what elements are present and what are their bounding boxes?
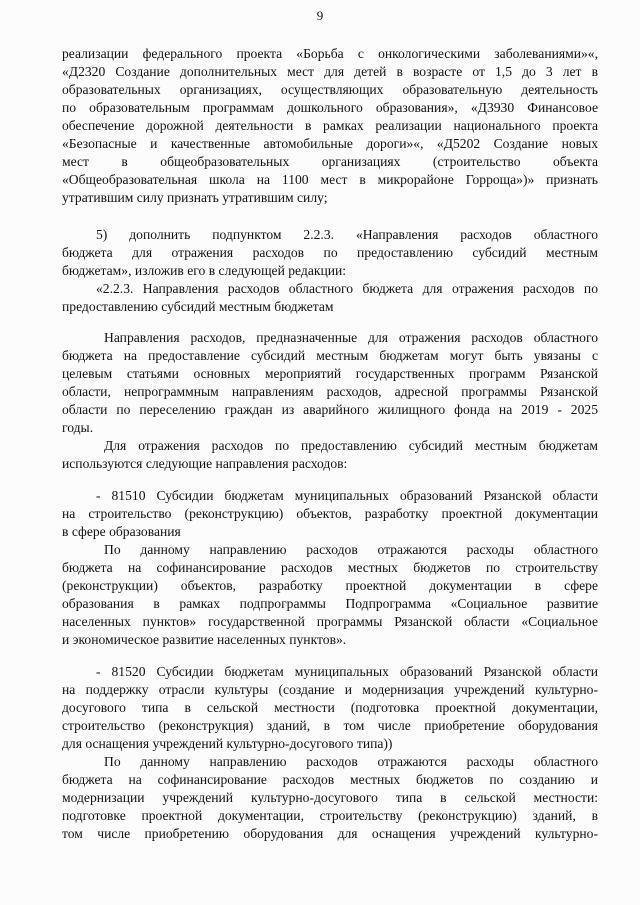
text-line: «2.2.3. Направления расходов областного бюджета для отражения расходов по [96, 281, 598, 296]
text-line: строительство (реконструкция) зданий, в том числе приобретение оборудования [62, 718, 598, 733]
text-line: 5) дополнить подпунктом 2.2.3. «Направления расходов областного [96, 227, 598, 242]
text-line: реализации федерального проекта «Борьба с онкологическими заболеваниями»«, [62, 46, 598, 61]
text-line: «Безопасные и качественные автомобильные дороги»«, «Д5202 Создание новых [62, 136, 598, 151]
text-line: используются следующие направления расходов: [62, 456, 348, 471]
text-line: - 81510 Субсидии бюджетам муниципальных образований Рязанской области [96, 488, 598, 503]
text-line: бюджета на софинансирование расходов местных бюджетов по созданию и [62, 772, 598, 787]
text-line: на поддержку отрасли культуры (создание и модернизация учреждений культурно- [62, 682, 598, 697]
text-line: (реконструкции) объектов, разработку проектной документации в сфере [62, 578, 598, 593]
text-line: для оснащения учреждений культурно-досугового типа)) [62, 736, 393, 751]
text-line: досугового типа в сельской местности (подготовка проектной документации, [62, 700, 598, 715]
text-line: предоставлению субсидий местным бюджетам [62, 299, 334, 314]
text-line: утратившим силу признать утратившим силу; [62, 190, 328, 205]
text-line: образовательных организациях, осуществляющих образовательную деятельность [62, 82, 598, 97]
text-line: области по переселению граждан из аварийного жилищного фонда на 2019 - 2025 [62, 402, 598, 417]
text-line: подготовке проектной документации, строительству (реконструкцию) зданий, в [62, 808, 598, 823]
text-line: населенных пунктов» государственной программы Рязанской области «Социальное [62, 614, 598, 629]
text-line: «Д2320 Создание дополнительных мест для детей в возрасте от 1,5 до 3 лет в [62, 64, 598, 79]
text-line: бюджета для отражения расходов по предоставлению субсидий местным [62, 245, 598, 260]
text-line: «Общеобразовательная школа на 1100 мест в микрорайоне Горроща»)» признать [62, 172, 598, 187]
text-line: на строительство (реконструкцию) объектов, разработку проектной документации [62, 506, 598, 521]
text-line: по образовательным программам дошкольного образования», «Д3930 Финансовое [62, 100, 598, 115]
text-line: - 81520 Субсидии бюджетам муниципальных образований Рязанской области [96, 664, 598, 679]
text-line: бюджета на софинансирование расходов местных бюджетов по строительству [62, 560, 598, 575]
text-line: Для отражения расходов по предоставлению субсидий местным бюджетам [104, 438, 598, 453]
text-line: том числе приобретению оборудования для оснащения учреждений культурно- [62, 826, 598, 841]
text-line: Направления расходов, предназначенные для отражения расходов областного [104, 330, 598, 345]
text-line: и экономическое развитие населенных пунктов». [62, 632, 347, 647]
text-line: в сфере образования [62, 524, 181, 539]
text-line: образования в рамках подпрограммы Подпрограмма «Социальное развитие [62, 596, 598, 611]
text-line: годы. [62, 420, 94, 435]
text-line: обеспечение дорожной деятельности в рамках реализации национального проекта [62, 118, 598, 133]
text-line: мест в общеобразовательных организациях (строительство объекта [62, 154, 598, 169]
text-line: По данному направлению расходов отражаются расходы областного [104, 754, 598, 769]
text-line: области, непрограммным направлениям расходов, адресной программы Рязанской [62, 384, 598, 399]
text-line: По данному направлению расходов отражаются расходы областного [104, 542, 598, 557]
text-line: бюджета на предоставление субсидий местным бюджетам могут быть увязаны с [62, 348, 598, 363]
text-line: бюджетам», изложив его в следующей редакции: [62, 263, 347, 278]
page-number: 9 [316, 8, 324, 23]
text-line: модернизации учреждений культурно-досугового типа в сельской местности: [62, 790, 598, 805]
text-line: целевым статьями основных мероприятий государственных программ Рязанской [62, 366, 598, 381]
